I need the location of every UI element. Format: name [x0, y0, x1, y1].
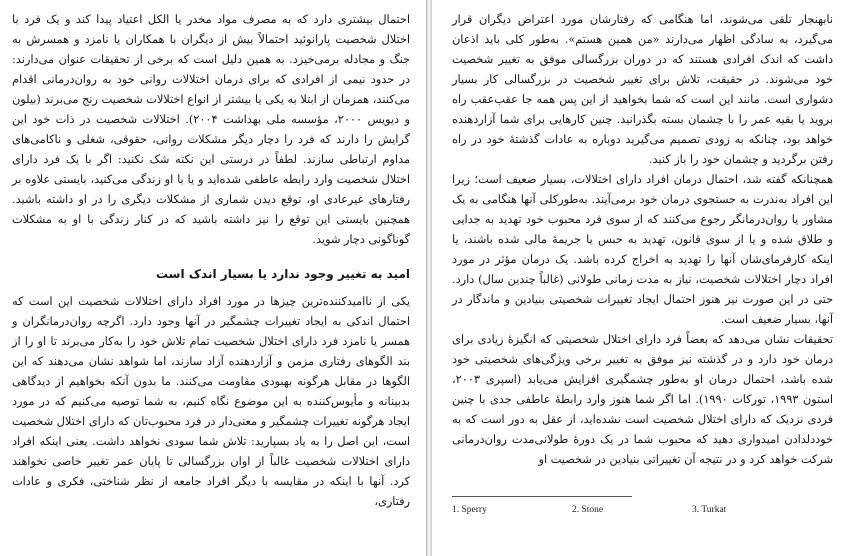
footnote-3: 3. Turkat — [692, 505, 727, 515]
footnote-rule — [452, 496, 632, 497]
footnote-row — [452, 505, 833, 515]
left-paragraph-2: یکی از ناامیدکننده‌ترین چیزها در مورد افراد دارای اختلالات شخصیت این است که احتمال اندکی به ایجاد تغییرات چشمگیر در آنها وجود دارد. اگرچه روان‌درمانگران و همسر یا نامزد فرد دارای اختلال شخصیت تمام تلاش خود را به‌کار می‌برند تا او را از بند الگوهای رفتاری مزمن و آزاردهنده آزاد سازند، اما شواهد نشان می‌دهند که این الگوها در مقابل هرگونه بهبودی مقاومت می‌کنند. ما بدون آنکه بخواهیم از دیدگاهی بدبینانه و مأیوس‌کننده به این موضوع نگاه کنیم، به شما توصیه می‌کنیم که در مورد ایجاد هرگونه تغییرات چشمگیر و معنی‌دار در فرد محبوب‌تان که دارای اختلال شخصیت است، این اصل را به یاد بسپارید: تلاش شما سودی نخواهد داشت. یعنی اینکه افراد دارای اختلالات شخصیت غالباً از اوان بزرگسالی تا پایان عمر تغییر خاصی نخواهند کرد. آنها با اینکه در مقایسه با دیگر افراد جامعه از نظر شناختی، فکری و عادات رفتاری، — [12, 295, 410, 508]
left-paragraph-1: احتمال بیشتری دارد که به مصرف مواد مخدر یا الکل اعتیاد پیدا کند و یک فرد با اختلال شخصیت پارانوئید احتمالاً بیش از دیگران با همکاران یا نامزد و همسرش به جنگ و مجادله برمی‌خیزد. به همین دلیل است که برخی از تحقیقات عنوان می‌دارند: در حدود نیمی از افرادی که برای درمان اختلالات روانی خود به روان‌درمانی اقدام می‌کنند، همزمان از ابتلا به یکی یا بیشتر از انواع اختلالات شخصیت رنج می‌برند (بیلون و دیویس ۲۰۰۰، مؤسسه ملی بهداشت ۲۰۰۴). اختلالات شخصیت در ذات خود این گرایش را دارند که فرد را دچار دیگر مشکلات روانی، حقوقی، شغلی و ناکامی‌های مداوم ارتباطی سازند. لطفاً در درستی این نکته شک نکنید: اگر با یک فرد دارای اختلال شخصیت وارد رابطه عاطفی شده‌اید و یا با او زندگی می‌کنید، بایستی علاوه بر رفتارهای غیرعادی او، توقع دیدن شماری از مشکلات دیگری را در او داشته باشید. همچنین بایستی این توقع را نیز داشته باشید که در کنار زندگی با او به مشکلات گوناگونی دچار شوید. — [12, 13, 410, 246]
right-paragraph-3: تحقیقات نشان می‌دهد که بعضاً فرد دارای اختلال شخصیتی که انگیزهٔ زیادی برای درمان خود دارد و در گذشته نیز موفق به تغییر برخی ویژگی‌های شخصیتی خود شده باشد، احتمال درمان او به‌طور چشمگیری افزایش می‌یابد (اسپری ۲۰۰۳، استون ۱۹۹۳، تورکات ۱۹۹۰). اما اگر شما هنوز وارد رابطهٔ عاطفی جدی با چنین فردی نزدیک که دارای اختلال شخصیت است نشده‌اید، از عقل به دور است که به خوددلدادن امیدواری دهید که محبوب شما در یک دورهٔ طولانی‌مدت روان‌درمانی شرکت خواهد کرد و در نتیجه آن تغییراتی بنیادین در شخصیت او — [452, 333, 834, 466]
footnotes — [452, 496, 833, 515]
footnote-1: 1. Sperry — [452, 505, 487, 515]
right-paragraph-1: نابهنجار تلقی می‌شوند، اما هنگامی که رفتارشان مورد اعتراض دیگران قرار می‌گیرد، به سادگی اظهار می‌دارند «من همین هستم». به‌طور کلی باید اذعان داشت که اندک افرادی هستند که در دوران بزرگسالی موفق به تغییر شخصیت خود می‌شوند. در حقیقت، تلاش برای تغییر شخصیت در بزرگسالی کار بسیار دشواری است. مانند این است که شما بخواهید از این پس همه جا عقب‌عقب راه بروید یا بقیه عمر را با چشمان بسته بگذرانید. چنین کارهایی برای شما آزاردهنده خواهد بود، چنانکه به زودی تصمیم می‌گیرید دوباره به عادات گذشتهٔ خود در راه رفتن برگردید و چشمان خود را باز کنید. — [452, 13, 833, 166]
footnote-2: 2. Stone — [572, 505, 604, 515]
right-page — [432, 0, 847, 556]
left-page-text — [12, 10, 410, 512]
right-page-text — [452, 10, 833, 470]
right-paragraph-2: همچنانکه گفته شد، احتمال درمان افراد دارای اختلالات، بسیار ضعیف است؛ زیرا این افراد به‌ندرت به جستجوی درمان خود برمی‌آیند. به‌طورکلی آنها هنگامی به یک مشاور یا روان‌درمانگر رجوع می‌کنند که از سوی فرد محبوب خود تهدید به جدایی و طلاق شده و یا از سوی قانون، تهدید به حبس یا جریمهٔ مالی شده باشند، یا اینکه کارفرمای‌شان آنها را تهدید به اخراج کرده باشد. یک درمان مؤثر در مورد افراد دچار اختلالات شخصیت، نیاز به مدت زمانی طولانی (غالباً چندین سال) دارد. حتی در این صورت نیز هنوز احتمال ایجاد تغییرات شخصیتی بنیادین و ماندگار در آنها، بسیار ضعیف است. — [452, 173, 833, 326]
section-heading: امید به تغییر وجود ندارد یا بسیار اندک است — [155, 267, 410, 281]
